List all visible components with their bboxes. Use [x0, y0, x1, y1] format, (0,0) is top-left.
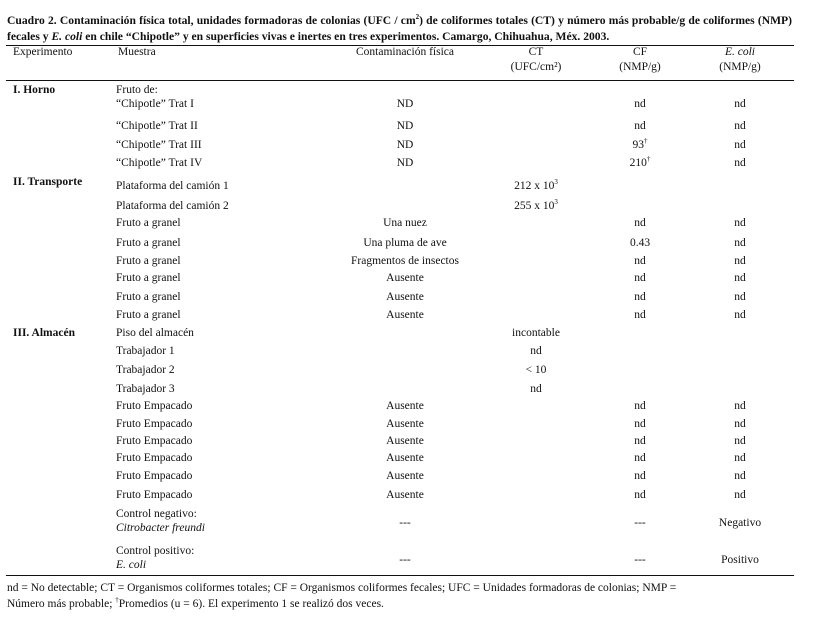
cell-muestra: “Chipotle” Trat IV [116, 157, 203, 169]
cell-contaminacion: Ausente [386, 309, 424, 321]
cell-muestra: Fruto a granel [116, 255, 181, 267]
cell-contaminacion: Ausente [386, 272, 424, 284]
cell-contaminacion: Ausente [386, 400, 424, 412]
bottom-rule [6, 575, 794, 576]
cell-muestra: Control negativo: [116, 508, 197, 520]
cell-muestra: Fruto Empacado [116, 418, 193, 430]
cell-ecoli: nd [734, 291, 746, 303]
header-ecoli-unit: (NMP/g) [719, 61, 761, 73]
group-label-transporte: II. Transporte [13, 176, 83, 188]
cell-muestra-organism: E. coli [116, 559, 147, 571]
cell-cf: nd [634, 217, 646, 229]
cell-contaminacion: --- [399, 517, 411, 529]
cell-muestra: Trabajador 3 [116, 383, 175, 395]
cell-cf: nd [634, 309, 646, 321]
cell-cf: nd [634, 418, 646, 430]
cell-ecoli: Negativo [718, 517, 762, 529]
cell-cf: nd [634, 489, 646, 501]
cell-cf: 210† [629, 155, 651, 169]
cell-cf: nd [634, 255, 646, 267]
cell-ecoli: nd [734, 272, 746, 284]
table-caption: Cuadro 2. Contaminación física total, unidades formadoras de colonias $(UFC / cm^2)$ de coliformes totales (CT) y número más probable/g de coliformes (NMP) fecales y E. coli en chile “Chipotle” y en superficies vivas e inertes en tres experimentos. Camargo, Chihuahua, Méx. 2003. [7, 13, 792, 43]
cell-ecoli: nd [734, 489, 746, 501]
cell-muestra: Fruto a granel [116, 217, 181, 229]
cell-ct: < 10 [525, 364, 547, 376]
cell-muestra: Plataforma del camión 2 [116, 200, 229, 212]
cell-ecoli: nd [734, 452, 746, 464]
cell-contaminacion: Ausente [386, 435, 424, 447]
cell-muestra: Fruto Empacado [116, 435, 193, 447]
cell-ecoli: nd [734, 435, 746, 447]
cell-cf: --- [634, 554, 646, 566]
cell-muestra: “Chipotle” Trat I [116, 98, 194, 110]
cell-muestra: “Chipotle” Trat III [116, 139, 202, 151]
cell-cf: nd [634, 400, 646, 412]
cell-contaminacion: --- [399, 554, 411, 566]
cell-cf: nd [634, 470, 646, 482]
cell-ecoli: nd [734, 139, 746, 151]
cell-ecoli: nd [734, 400, 746, 412]
cell-contaminacion: Ausente [386, 452, 424, 464]
cell-ecoli: nd [734, 98, 746, 110]
cell-contaminacion: Ausente [386, 291, 424, 303]
cell-ct: 212 x $10^3$ [514, 178, 558, 192]
header-muestra: Muestra [118, 46, 156, 58]
cell-muestra: Fruto a granel [116, 237, 181, 249]
cell-contaminacion: Una pluma de ave [363, 237, 447, 249]
header-ecoli: E. coli [724, 46, 756, 58]
header-cf-unit: (NMP/g) [619, 61, 661, 73]
cell-muestra: Fruto a granel [116, 291, 181, 303]
cell-cf: --- [634, 517, 646, 529]
cell-cf: nd [634, 452, 646, 464]
cell-ecoli: nd [734, 120, 746, 132]
cell-ecoli: nd [734, 470, 746, 482]
cell-ct: incontable [512, 327, 560, 339]
cell-contaminacion: ND [396, 157, 414, 169]
header-ct-unit: (UFC/cm²) [510, 61, 562, 73]
cell-muestra: Fruto Empacado [116, 470, 193, 482]
cell-muestra: Fruto Empacado [116, 400, 193, 412]
cell-contaminacion: ND [396, 139, 414, 151]
cell-muestra: Piso del almacén [116, 327, 194, 339]
cell-muestra: Fruto Empacado [116, 452, 193, 464]
cell-muestra: Trabajador 2 [116, 364, 175, 376]
cell-ct: 255 x $10^3$ [514, 198, 558, 212]
cell-cf: nd [634, 272, 646, 284]
cell-contaminacion: Ausente [386, 489, 424, 501]
cell-contaminacion: Ausente [386, 418, 424, 430]
cell-muestra: “Chipotle” Trat II [116, 120, 198, 132]
cell-contaminacion: Fragmentos de insectos [351, 255, 459, 267]
group-label-horno: I. Horno [13, 84, 56, 96]
header-contaminacion: Contaminación física [355, 46, 455, 58]
cell-muestra: Fruto de: [116, 84, 158, 96]
group-label-almacen: III. Almacén [13, 327, 75, 339]
cell-ecoli: nd [734, 217, 746, 229]
header-cf: CF [632, 46, 648, 58]
cell-ct: nd [530, 383, 542, 395]
cell-muestra: Fruto Empacado [116, 489, 193, 501]
cell-ecoli: Positivo [721, 554, 759, 566]
cell-contaminacion: ND [396, 120, 414, 132]
cell-muestra: Fruto a granel [116, 309, 181, 321]
cell-contaminacion: Ausente [386, 470, 424, 482]
cell-ecoli: nd [734, 157, 746, 169]
cell-muestra: Trabajador 1 [116, 345, 175, 357]
cell-muestra: Control positivo: [116, 545, 195, 557]
cell-cf: nd [634, 291, 646, 303]
cell-cf: nd [634, 120, 646, 132]
cell-ct: nd [530, 345, 542, 357]
cell-muestra: Fruto a granel [116, 272, 181, 284]
cell-contaminacion: ND [396, 98, 414, 110]
cell-contaminacion: Una nuez [383, 217, 427, 229]
cell-ecoli: nd [734, 309, 746, 321]
cell-muestra: Plataforma del camión 1 [116, 180, 229, 192]
table-footnote: nd = No detectable; CT = Organismos coliformes totales; CF = Organismos coliformes fecales; UFC = Unidades formadoras de colonias; NMP = Número más probable; †Promedios (u = 6). El experimento 1 se realizó dos veces. [7, 582, 677, 610]
cell-ecoli: nd [734, 255, 746, 267]
header-ct: CT [528, 46, 544, 58]
cell-muestra-organism: Citrobacter freundi [116, 522, 205, 534]
header-rule [6, 80, 794, 81]
cell-cf: 93† [632, 137, 648, 151]
header-experimento: Experimento [13, 46, 73, 58]
cell-cf: 0.43 [629, 237, 651, 249]
cell-ecoli: nd [734, 237, 746, 249]
cell-ecoli: nd [734, 418, 746, 430]
cell-cf: nd [634, 98, 646, 110]
cell-cf: nd [634, 435, 646, 447]
